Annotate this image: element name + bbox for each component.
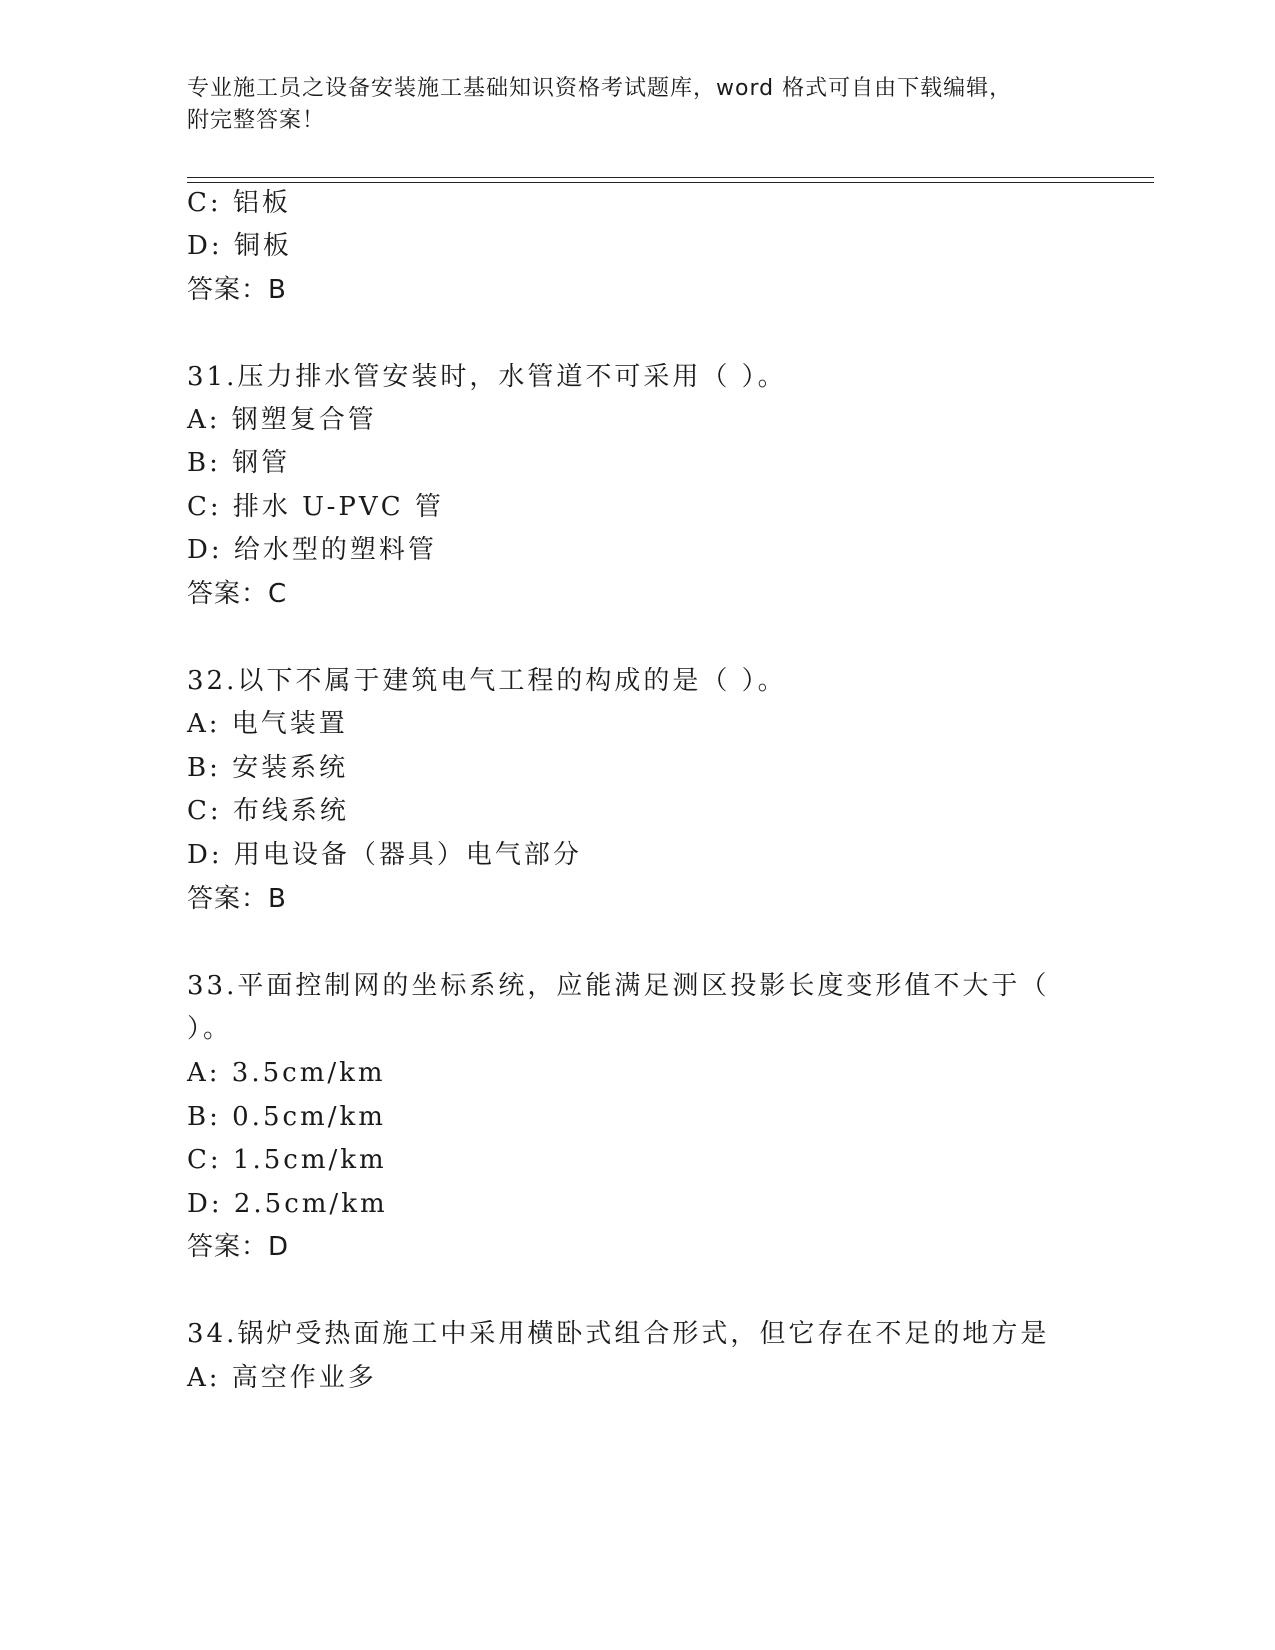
answer-label: 答案：B — [187, 275, 287, 305]
option-a: A: 钢塑复合管 — [187, 405, 377, 435]
question-33-stem: 33.平面控制网的坐标系统，应能满足测区投影长度变形值不大于（ — [187, 971, 1050, 1001]
answer-label: 答案：D — [187, 1232, 290, 1262]
option-a: A: 3.5cm/km — [187, 1058, 386, 1088]
option-b: B: 0.5cm/km — [187, 1102, 386, 1132]
option-d: D: 2.5cm/km — [187, 1189, 388, 1219]
header-line-2: 附完整答案！ — [187, 108, 326, 133]
question-31-stem: 31.压力排水管安装时，水管道不可采用（ ）。 — [187, 362, 787, 392]
option-c: C: 1.5cm/km — [187, 1145, 387, 1175]
option-c: C: 排水 U-PVC 管 — [187, 492, 444, 522]
question-34-stem: 34.锅炉受热面施工中采用横卧式组合形式，但它存在不足的地方是 — [187, 1319, 1050, 1349]
header-divider-bottom — [187, 182, 1154, 183]
option-a: A: 电气装置 — [187, 709, 348, 739]
header-divider-top — [187, 177, 1154, 178]
option-c: C: 铝板 — [187, 188, 291, 218]
page-header — [187, 73, 1067, 137]
option-d: D: 用电设备（器具）电气部分 — [187, 840, 582, 870]
option-d: D: 给水型的塑料管 — [187, 535, 437, 565]
question-32-stem: 32.以下不属于建筑电气工程的构成的是（ ）。 — [187, 666, 787, 696]
answer-label: 答案：B — [187, 884, 287, 914]
answer-label: 答案：C — [187, 579, 288, 609]
option-b: B: 安装系统 — [187, 753, 349, 783]
header-line-1: 专业施工员之设备安装施工基础知识资格考试题库，word 格式可自由下载编辑， — [187, 76, 1013, 101]
option-d: D: 铜板 — [187, 231, 292, 261]
option-b: B: 钢管 — [187, 448, 291, 478]
question-33-stem-cont: ）。 — [187, 1014, 233, 1044]
option-a: A: 高空作业多 — [187, 1363, 377, 1393]
option-c: C: 布线系统 — [187, 796, 349, 826]
